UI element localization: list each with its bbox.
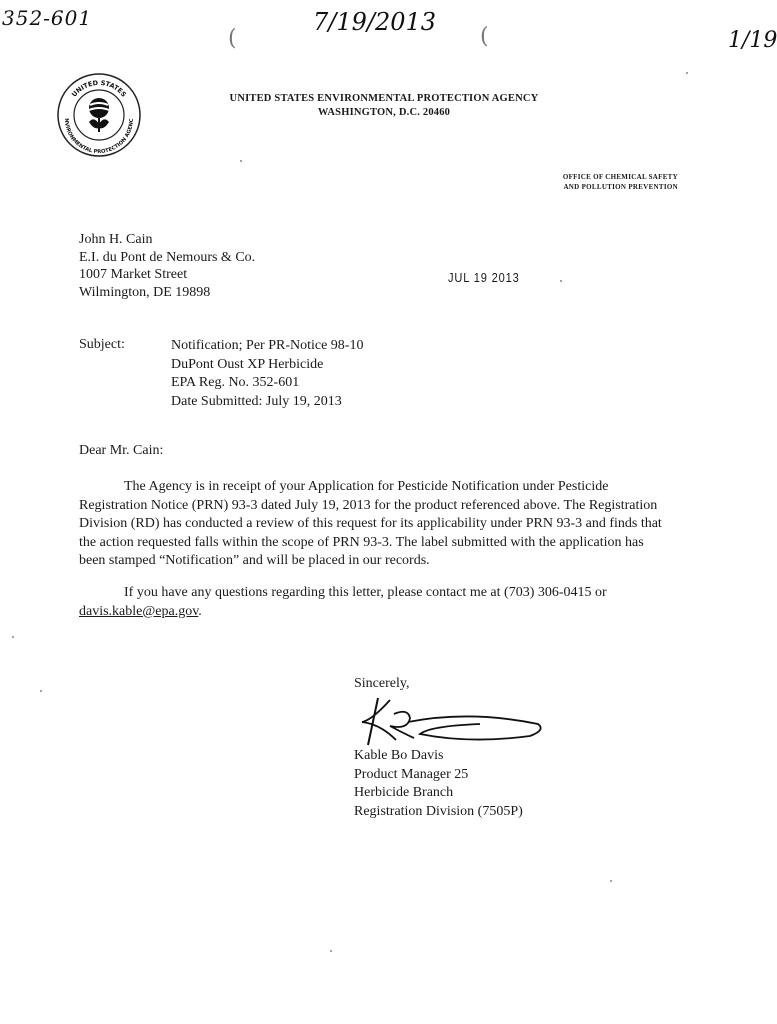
- scan-speck: [240, 160, 242, 162]
- email-link[interactable]: davis.kable@epa.gov: [79, 603, 199, 619]
- seal-text-bottom: NVIRONMENTAL PROTECTION AGENC: [62, 118, 136, 156]
- subject-label: Subject:: [79, 337, 125, 352]
- seal-text-top: UNITED STATES: [70, 78, 128, 99]
- paragraph-2-end: .: [198, 603, 202, 619]
- signer-name: Kable Bo Davis: [354, 748, 444, 763]
- scan-mark: (: [228, 26, 237, 51]
- svg-text:UNITED STATES: [70, 79, 128, 99]
- scan-speck: [40, 690, 42, 692]
- office-line-1: OFFICE OF CHEMICAL SAFETY: [562, 173, 678, 181]
- signer-division: Registration Division (7505P): [354, 803, 523, 819]
- letterhead: [168, 92, 600, 120]
- paragraph-2-text: If you have any questions regarding this letter, please contact me at (703) 306-0415 or: [124, 585, 607, 600]
- agency-city: WASHINGTON, D.C. 20460: [317, 107, 451, 118]
- signature: [350, 690, 550, 752]
- recipient-name: John H. Cain: [79, 232, 153, 247]
- scan-speck: [560, 280, 562, 282]
- salutation: Dear Mr. Cain:: [79, 443, 164, 458]
- handwritten-date: 7/19/2013: [313, 8, 437, 36]
- recipient-street: 1007 Market Street: [79, 267, 188, 282]
- subject-line-1: Notification; Per PR-Notice 98-10: [171, 338, 364, 353]
- handwritten-reg-number: 352-601: [2, 6, 93, 30]
- date-stamp: JUL 19 2013: [448, 270, 520, 285]
- signature-block: [354, 747, 523, 821]
- recipient-city: Wilmington, DE 19898: [79, 284, 211, 300]
- handwritten-page-mark: 1/19: [728, 28, 777, 53]
- scan-mark: (: [480, 24, 489, 49]
- agency-name: UNITED STATES ENVIRONMENTAL PROTECTION AGENCY: [229, 93, 539, 104]
- subject-line-4: Date Submitted: July 19, 2013: [171, 393, 342, 409]
- scan-speck: [686, 72, 688, 74]
- subject-line-2: DuPont Oust XP Herbicide: [171, 356, 324, 372]
- office-name: [480, 172, 678, 192]
- recipient-company: E.I. du Pont de Nemours & Co.: [79, 249, 256, 265]
- subject-block: [171, 337, 363, 411]
- signer-title: Product Manager 25: [354, 766, 469, 782]
- scan-speck: [12, 636, 14, 638]
- body-paragraph-2: [79, 584, 671, 621]
- subject-line-3: EPA Reg. No. 352-601: [171, 375, 300, 390]
- scan-speck: [610, 880, 612, 882]
- signer-branch: Herbicide Branch: [354, 785, 454, 800]
- epa-seal-logo: [56, 72, 142, 158]
- scan-speck: [330, 950, 332, 952]
- recipient-address: [79, 231, 255, 301]
- closing: Sincerely,: [354, 676, 410, 691]
- office-line-2: AND POLLUTION PREVENTION: [563, 183, 678, 191]
- body-paragraph-1: The Agency is in receipt of your Application for Pesticide Notification under Pesticide Registration Notice (PRN) 93-3 dated July 19, 2013 for the product referenced above. The Registration Division (RD) has conducted a review of this request for its applicability under PRN 93-3 and finds that the action requested falls within the scope of PRN 93-3. The label submitted with the application has been stamped “Notification” and will be placed in our records.: [79, 479, 662, 568]
